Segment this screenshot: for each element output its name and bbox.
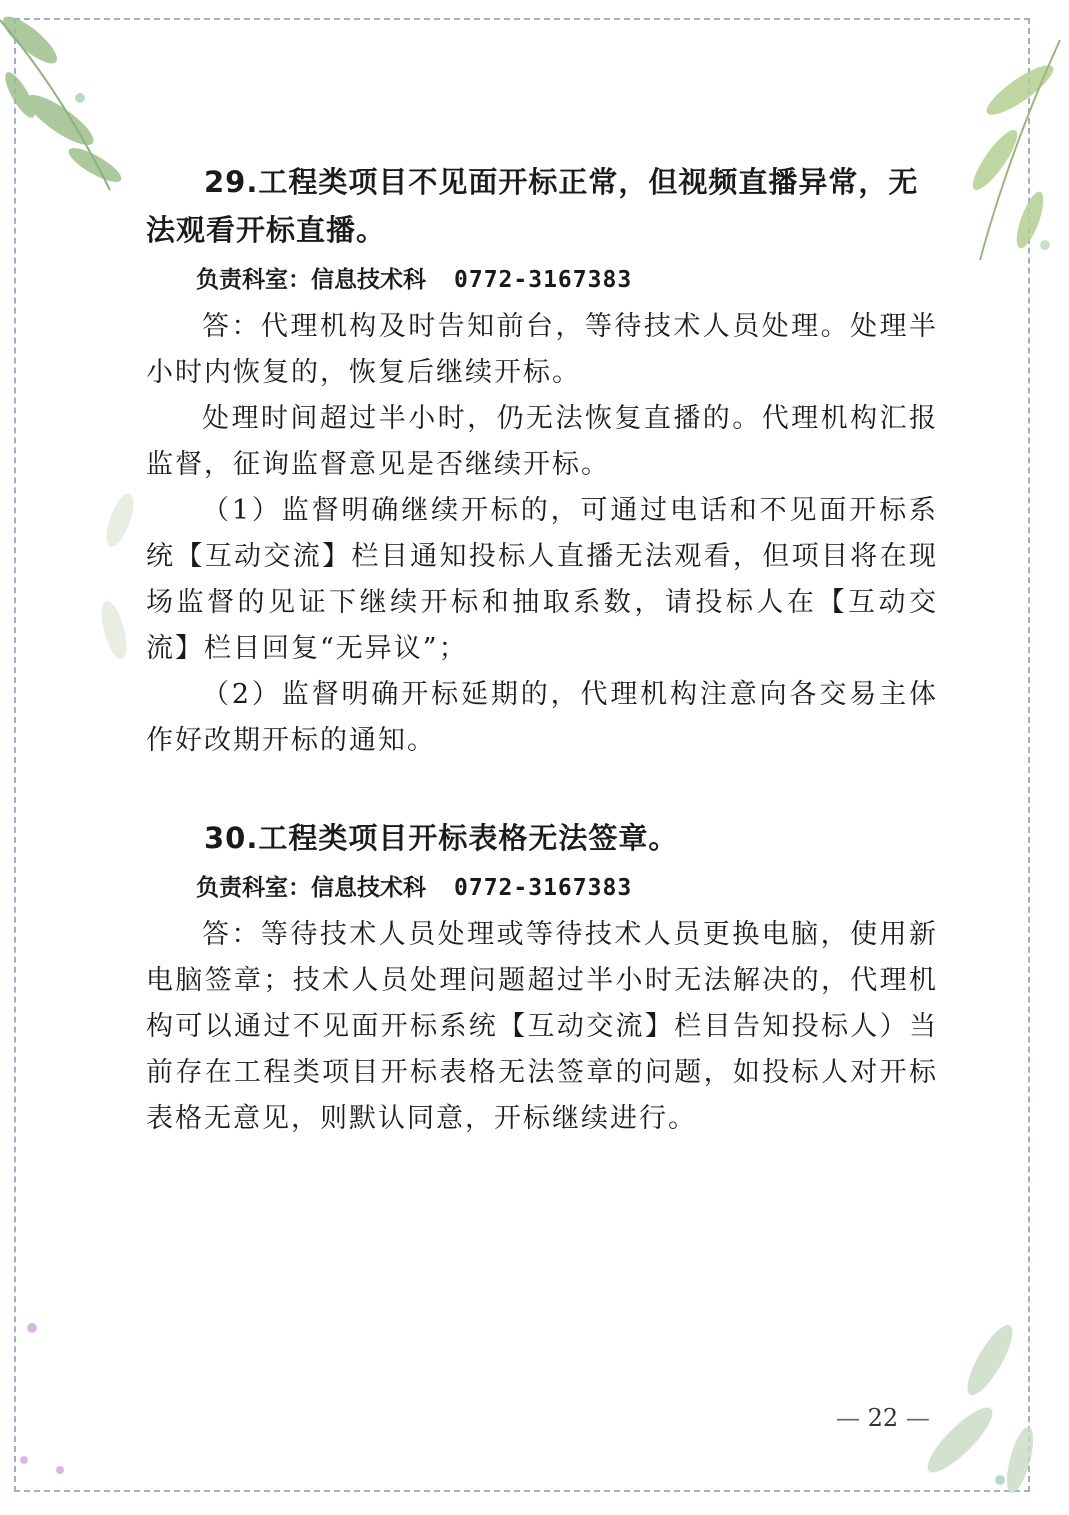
answer-paragraph: 答：代理机构及时告知前台，等待技术人员处理。处理半小时内恢复的，恢复后继续开标。 xyxy=(146,311,938,388)
leaf-decoration-top-left xyxy=(0,0,140,200)
phone-number: 0772-3167383 xyxy=(454,267,633,293)
phone-number: 0772-3167383 xyxy=(454,875,633,901)
answer-paragraph: （2）监督明确开标延期的，代理机构注意向各交易主体作好改期开标的通知。 xyxy=(146,679,938,756)
leaf-decoration-top-right xyxy=(950,30,1069,260)
page-dash-left: — xyxy=(836,1404,860,1432)
question-title: 30.工程类项目开标表格无法签章。 xyxy=(204,821,679,855)
page-number xyxy=(836,1404,930,1432)
answer-paragraph: 处理时间超过半小时，仍无法恢复直播的。代理机构汇报监督，征询监督意见是否继续开标。 xyxy=(146,403,938,480)
page-dash-right: — xyxy=(905,1404,930,1432)
question-29 xyxy=(146,158,938,764)
leaf-faded-middle xyxy=(90,480,150,680)
answer-paragraph: 答：等待技术人员处理或等待技术人员更换电脑，使用新电脑签章；技术人员处理问题超过半小时无法解决的，代理机构可以通过不见面开标系统【互动交流】栏目告知投标人）当前存在工程类项目开标表格无法签章的问题，如投标人对开标表格无意见，则默认同意，开标继续进行。 xyxy=(146,919,938,1134)
page-number-value: 22 xyxy=(867,1404,899,1432)
department-label: 负责科室：信息技术科 xyxy=(196,267,426,293)
flower-decoration-bottom-left xyxy=(10,1310,90,1490)
document-body xyxy=(146,158,938,1142)
department-label: 负责科室：信息技术科 xyxy=(196,875,426,901)
question-30 xyxy=(146,814,938,1142)
department-line xyxy=(196,870,938,906)
department-line xyxy=(196,262,938,298)
answer-paragraph: （1）监督明确继续开标的，可通过电话和不见面开标系统【互动交流】栏目通知投标人直播无法观看，但项目将在现场监督的见证下继续开标和抽取系数，请投标人在【互动交流】栏目回复“无异议”； xyxy=(146,495,938,664)
question-title: 29.工程类项目不见面开标正常，但视频直播异常，无法观看开标直播。 xyxy=(146,165,919,247)
